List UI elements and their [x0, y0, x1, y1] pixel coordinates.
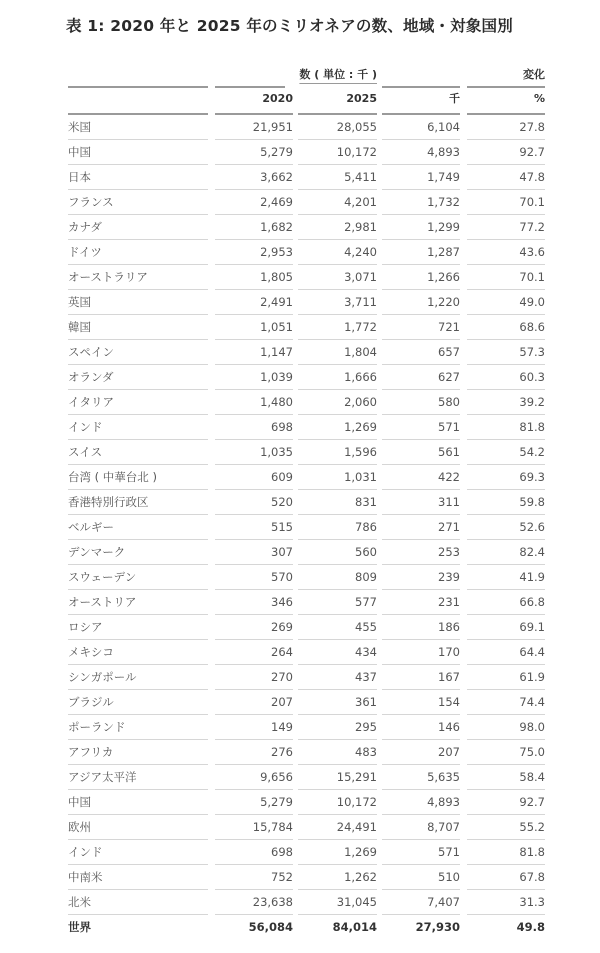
row-name: スイス	[68, 440, 208, 465]
row-diff: 561	[382, 440, 460, 465]
row-2020: 15,784	[215, 815, 293, 840]
row-name: 北米	[68, 890, 208, 915]
row-2025: 2,060	[298, 390, 377, 415]
table-row	[68, 890, 548, 915]
row-pct: 55.2	[467, 815, 545, 840]
row-pct: 70.1	[467, 265, 545, 290]
table-row	[68, 315, 548, 340]
table-row	[68, 115, 548, 140]
row-2020: 1,682	[215, 215, 293, 240]
row-diff: 1,732	[382, 190, 460, 215]
table-row	[68, 590, 548, 615]
row-diff: 4,893	[382, 140, 460, 165]
row-pct: 67.8	[467, 865, 545, 890]
row-pct: 69.3	[467, 465, 545, 490]
row-2025: 10,172	[298, 140, 377, 165]
row-2025: 560	[298, 540, 377, 565]
row-pct: 41.9	[467, 565, 545, 590]
row-diff: 167	[382, 665, 460, 690]
row-2025: 1,666	[298, 365, 377, 390]
row-pct: 74.4	[467, 690, 545, 715]
header-thousand: 千	[382, 88, 460, 115]
row-diff: 253	[382, 540, 460, 565]
header-percent: %	[467, 88, 545, 115]
row-diff: 154	[382, 690, 460, 715]
row-diff: 271	[382, 515, 460, 540]
row-pct: 77.2	[467, 215, 545, 240]
row-pct: 82.4	[467, 540, 545, 565]
table-row	[68, 240, 548, 265]
row-2020: 307	[215, 540, 293, 565]
row-2025: 4,201	[298, 190, 377, 215]
table-row	[68, 565, 548, 590]
row-diff: 311	[382, 490, 460, 515]
row-name: アジア太平洋	[68, 765, 208, 790]
row-2025: 361	[298, 690, 377, 715]
table-row	[68, 715, 548, 740]
table-row	[68, 765, 548, 790]
row-diff: 231	[382, 590, 460, 615]
row-2025: 2,981	[298, 215, 377, 240]
table-row	[68, 665, 548, 690]
table-row	[68, 540, 548, 565]
row-pct: 43.6	[467, 240, 545, 265]
row-pct: 64.4	[467, 640, 545, 665]
table-body	[68, 115, 548, 915]
row-2020: 9,656	[215, 765, 293, 790]
row-2020: 698	[215, 415, 293, 440]
row-2025: 1,772	[298, 315, 377, 340]
row-pct: 61.9	[467, 665, 545, 690]
table-row	[68, 390, 548, 415]
row-pct: 69.1	[467, 615, 545, 640]
row-pct: 81.8	[467, 840, 545, 865]
table-row	[68, 415, 548, 440]
table-row	[68, 740, 548, 765]
row-name: 韓国	[68, 315, 208, 340]
row-diff: 1,299	[382, 215, 460, 240]
row-name: 米国	[68, 115, 208, 140]
header-blank	[68, 64, 208, 88]
row-pct: 66.8	[467, 590, 545, 615]
row-name: シンガポール	[68, 665, 208, 690]
row-2020: 2,953	[215, 240, 293, 265]
row-diff: 571	[382, 415, 460, 440]
row-pct: 54.2	[467, 440, 545, 465]
row-2025: 809	[298, 565, 377, 590]
table-row	[68, 515, 548, 540]
row-diff: 1,749	[382, 165, 460, 190]
total-name: 世界	[68, 920, 91, 934]
row-name: 中国	[68, 790, 208, 815]
row-2025: 3,711	[298, 290, 377, 315]
total-2025: 84,014	[332, 920, 377, 934]
row-name: デンマーク	[68, 540, 208, 565]
row-2025: 3,071	[298, 265, 377, 290]
row-pct: 27.8	[467, 115, 545, 140]
row-pct: 68.6	[467, 315, 545, 340]
table-row	[68, 865, 548, 890]
header-line-thousand	[382, 64, 460, 88]
row-pct: 31.3	[467, 890, 545, 915]
header-2025: 2025	[298, 88, 377, 115]
row-pct: 57.3	[467, 340, 545, 365]
table-row	[68, 290, 548, 315]
row-2020: 1,480	[215, 390, 293, 415]
row-name: 台湾 ( 中華台北 )	[68, 465, 208, 490]
header-group-count: 数 ( 単位 : 千 )	[299, 68, 377, 81]
row-diff: 580	[382, 390, 460, 415]
row-diff: 186	[382, 615, 460, 640]
row-name: オーストラリア	[68, 265, 208, 290]
row-pct: 75.0	[467, 740, 545, 765]
table-row	[68, 840, 548, 865]
row-2025: 31,045	[298, 890, 377, 915]
row-2025: 1,804	[298, 340, 377, 365]
total-row	[68, 915, 548, 940]
row-2025: 1,262	[298, 865, 377, 890]
table-row	[68, 140, 548, 165]
row-2020: 269	[215, 615, 293, 640]
row-2025: 1,269	[298, 415, 377, 440]
row-diff: 207	[382, 740, 460, 765]
total-2020: 56,084	[248, 920, 293, 934]
row-name: ロシア	[68, 615, 208, 640]
row-2025: 577	[298, 590, 377, 615]
header-column-row	[68, 88, 548, 115]
row-name: ドイツ	[68, 240, 208, 265]
table-row	[68, 190, 548, 215]
row-2025: 437	[298, 665, 377, 690]
table-row	[68, 440, 548, 465]
row-2020: 3,662	[215, 165, 293, 190]
row-name: スペイン	[68, 340, 208, 365]
row-name: イタリア	[68, 390, 208, 415]
row-2020: 1,039	[215, 365, 293, 390]
row-diff: 146	[382, 715, 460, 740]
row-2020: 1,035	[215, 440, 293, 465]
row-2025: 5,411	[298, 165, 377, 190]
row-name: 中国	[68, 140, 208, 165]
row-name: フランス	[68, 190, 208, 215]
table-row	[68, 215, 548, 240]
row-diff: 657	[382, 340, 460, 365]
row-pct: 70.1	[467, 190, 545, 215]
row-2025: 483	[298, 740, 377, 765]
table-row	[68, 340, 548, 365]
row-2020: 270	[215, 665, 293, 690]
total-diff: 27,930	[415, 920, 460, 934]
row-2020: 515	[215, 515, 293, 540]
row-name: オーストリア	[68, 590, 208, 615]
row-diff: 170	[382, 640, 460, 665]
row-name: 英国	[68, 290, 208, 315]
row-pct: 60.3	[467, 365, 545, 390]
millionaires-table	[68, 64, 548, 940]
row-2025: 24,491	[298, 815, 377, 840]
row-name: 中南米	[68, 865, 208, 890]
row-2025: 295	[298, 715, 377, 740]
row-name: インド	[68, 415, 208, 440]
row-2025: 1,031	[298, 465, 377, 490]
row-diff: 571	[382, 840, 460, 865]
row-diff: 8,707	[382, 815, 460, 840]
row-name: アフリカ	[68, 740, 208, 765]
row-pct: 59.8	[467, 490, 545, 515]
row-pct: 58.4	[467, 765, 545, 790]
total-pct: 49.8	[516, 920, 545, 934]
table-row	[68, 815, 548, 840]
header-name	[68, 88, 208, 115]
row-pct: 47.8	[467, 165, 545, 190]
row-diff: 7,407	[382, 890, 460, 915]
header-2020: 2020	[215, 88, 293, 115]
row-2020: 276	[215, 740, 293, 765]
row-2025: 455	[298, 615, 377, 640]
row-name: ベルギー	[68, 515, 208, 540]
row-pct: 49.0	[467, 290, 545, 315]
row-2025: 831	[298, 490, 377, 515]
row-pct: 92.7	[467, 790, 545, 815]
row-name: 香港特別行政区	[68, 490, 208, 515]
row-2025: 28,055	[298, 115, 377, 140]
row-name: 欧州	[68, 815, 208, 840]
row-diff: 239	[382, 565, 460, 590]
row-2020: 5,279	[215, 790, 293, 815]
table-row	[68, 690, 548, 715]
row-pct: 52.6	[467, 515, 545, 540]
row-name: ブラジル	[68, 690, 208, 715]
row-diff: 1,220	[382, 290, 460, 315]
row-2020: 5,279	[215, 140, 293, 165]
row-2020: 1,805	[215, 265, 293, 290]
row-2025: 1,269	[298, 840, 377, 865]
row-diff: 422	[382, 465, 460, 490]
row-2020: 752	[215, 865, 293, 890]
row-2020: 149	[215, 715, 293, 740]
row-name: ポーランド	[68, 715, 208, 740]
row-pct: 92.7	[467, 140, 545, 165]
row-2020: 2,469	[215, 190, 293, 215]
row-name: インド	[68, 840, 208, 865]
row-2025: 786	[298, 515, 377, 540]
row-2020: 346	[215, 590, 293, 615]
row-2025: 434	[298, 640, 377, 665]
row-2025: 1,596	[298, 440, 377, 465]
row-name: スウェーデン	[68, 565, 208, 590]
row-2020: 1,147	[215, 340, 293, 365]
row-diff: 5,635	[382, 765, 460, 790]
table-row	[68, 640, 548, 665]
table-row	[68, 365, 548, 390]
row-2020: 2,491	[215, 290, 293, 315]
row-diff: 1,266	[382, 265, 460, 290]
row-2020: 21,951	[215, 115, 293, 140]
row-pct: 98.0	[467, 715, 545, 740]
row-name: オランダ	[68, 365, 208, 390]
row-diff: 510	[382, 865, 460, 890]
table-title: 表 1: 2020 年と 2025 年のミリオネアの数、地域・対象国別	[66, 17, 513, 35]
row-diff: 6,104	[382, 115, 460, 140]
table-row	[68, 490, 548, 515]
row-2020: 698	[215, 840, 293, 865]
row-2025: 15,291	[298, 765, 377, 790]
row-2020: 1,051	[215, 315, 293, 340]
row-pct: 81.8	[467, 415, 545, 440]
row-2020: 23,638	[215, 890, 293, 915]
row-diff: 1,287	[382, 240, 460, 265]
row-name: カナダ	[68, 215, 208, 240]
row-pct: 39.2	[467, 390, 545, 415]
row-name: 日本	[68, 165, 208, 190]
row-2020: 264	[215, 640, 293, 665]
row-diff: 721	[382, 315, 460, 340]
table-row	[68, 615, 548, 640]
row-diff: 4,893	[382, 790, 460, 815]
table-row	[68, 265, 548, 290]
row-2020: 570	[215, 565, 293, 590]
header-group-change: 変化	[467, 64, 545, 88]
row-2020: 520	[215, 490, 293, 515]
row-diff: 627	[382, 365, 460, 390]
row-2025: 10,172	[298, 790, 377, 815]
table-row	[68, 165, 548, 190]
row-name: メキシコ	[68, 640, 208, 665]
header-group-row	[68, 64, 548, 88]
row-2025: 4,240	[298, 240, 377, 265]
table-row	[68, 790, 548, 815]
row-2020: 609	[215, 465, 293, 490]
row-2020: 207	[215, 690, 293, 715]
table-row	[68, 465, 548, 490]
